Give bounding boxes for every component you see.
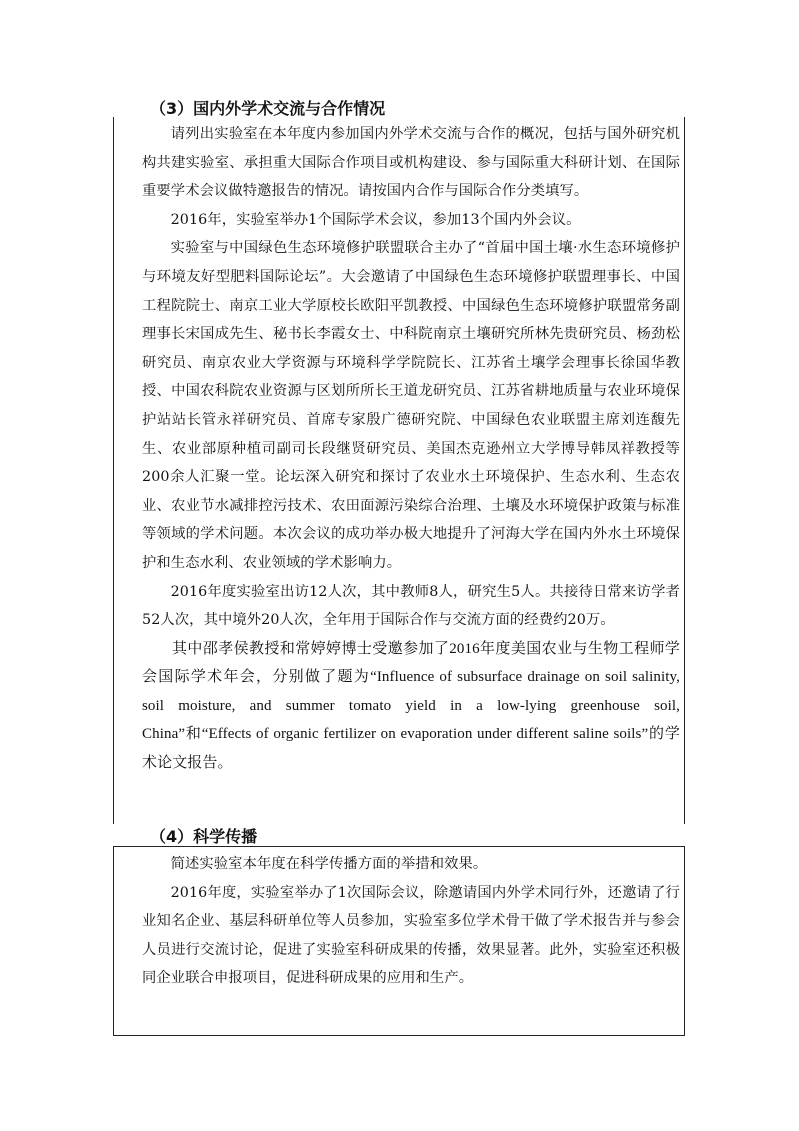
section-3-reports-paragraph: 其中邵孝侯教授和常婷婷博士受邀参加了2016年度美国农业与生物工程师学会国际学术年会，分别做了题为“Influence of subsurface drainage on soil salinity, soil moisture, and summer tomato yield in a low-lying greenhouse soil, China”和“Effects of organic fertilizer on evaporation under different saline soils”的学术论文报告。	[142, 640, 680, 772]
section-3-heading: （3）国内外学术交流与合作情况	[150, 99, 386, 118]
section-3-visits-paragraph: 2016年度实验室出访12人次，其中教师8人，研究生5人。共接待日常来访学者52人次，其中境外20人次，全年用于国际合作与交流方面的经费约20万。	[142, 583, 680, 629]
section-3-summary: 2016年，实验室举办1个国际学术会议，参加13个国内外会议。	[170, 211, 581, 228]
section-4-body: 2016年度，实验室举办了1次国际会议，除邀请国内外学术同行外，还邀请了行业知名企业、基层科研单位等人员参加，实验室多位学术骨干做了学术报告并与参会人员进行交流讨论，促进了实验室科研成果的传播，效果显著。此外，实验室还积极同企业联合申报项目，促进科研成果的应用和生产。	[142, 884, 680, 987]
section-4-content	[142, 850, 680, 993]
section-4-instruction: 简述实验室本年度在科学传播方面的举措和效果。	[170, 856, 488, 872]
section-3-content	[142, 120, 680, 778]
section-3-forum-paragraph: 实验室与中国绿色生态环境修护联盟联合主办了“首届中国土壤·水生态环境修护与环境友好型肥料国际论坛”。大会邀请了中国绿色生态环境修护联盟理事长、中国工程院院士、南京工业大学原校长欧阳平凯教授、中国绿色生态环境修护联盟常务副理事长宋国成先生、秘书长李霞女士、中科院南京土壤研究所林先贵研究员、杨劲松研究员、南京农业大学资源与环境科学学院院长、江苏省土壤学会理事长徐国华教授、中国农科院农业资源与区划所所长王道龙研究员、江苏省耕地质量与农业环境保护站站长管永祥研究员、首席专家殷广德研究院、中国绿色农业联盟主席刘连馥先生、农业部原种植司副司长段继贤研究员、美国杰克逊州立大学博导韩凤祥教授等200余人汇聚一堂。论坛深入研究和探讨了农业水土环境保护、生态水利、生态农业、农业节水减排控污技术、农田面源污染综合治理、土壤及水环境保护政策与标准等领域的学术问题。本次会议的成功举办极大地提升了河海大学在国内外水土环境保护和生态水利、农业领域的学术影响力。	[142, 240, 680, 571]
section-3-instruction: 请列出实验室在本年度内参加国内外学术交流与合作的概况，包括与国外研究机构共建实验室、承担重大国际合作项目或机构建设、参与国际重大科研计划、在国际重要学术会议做特邀报告的情况。请按国内合作与国际合作分类填写。	[142, 126, 680, 200]
section-4-heading: （4）科学传播	[150, 827, 258, 846]
